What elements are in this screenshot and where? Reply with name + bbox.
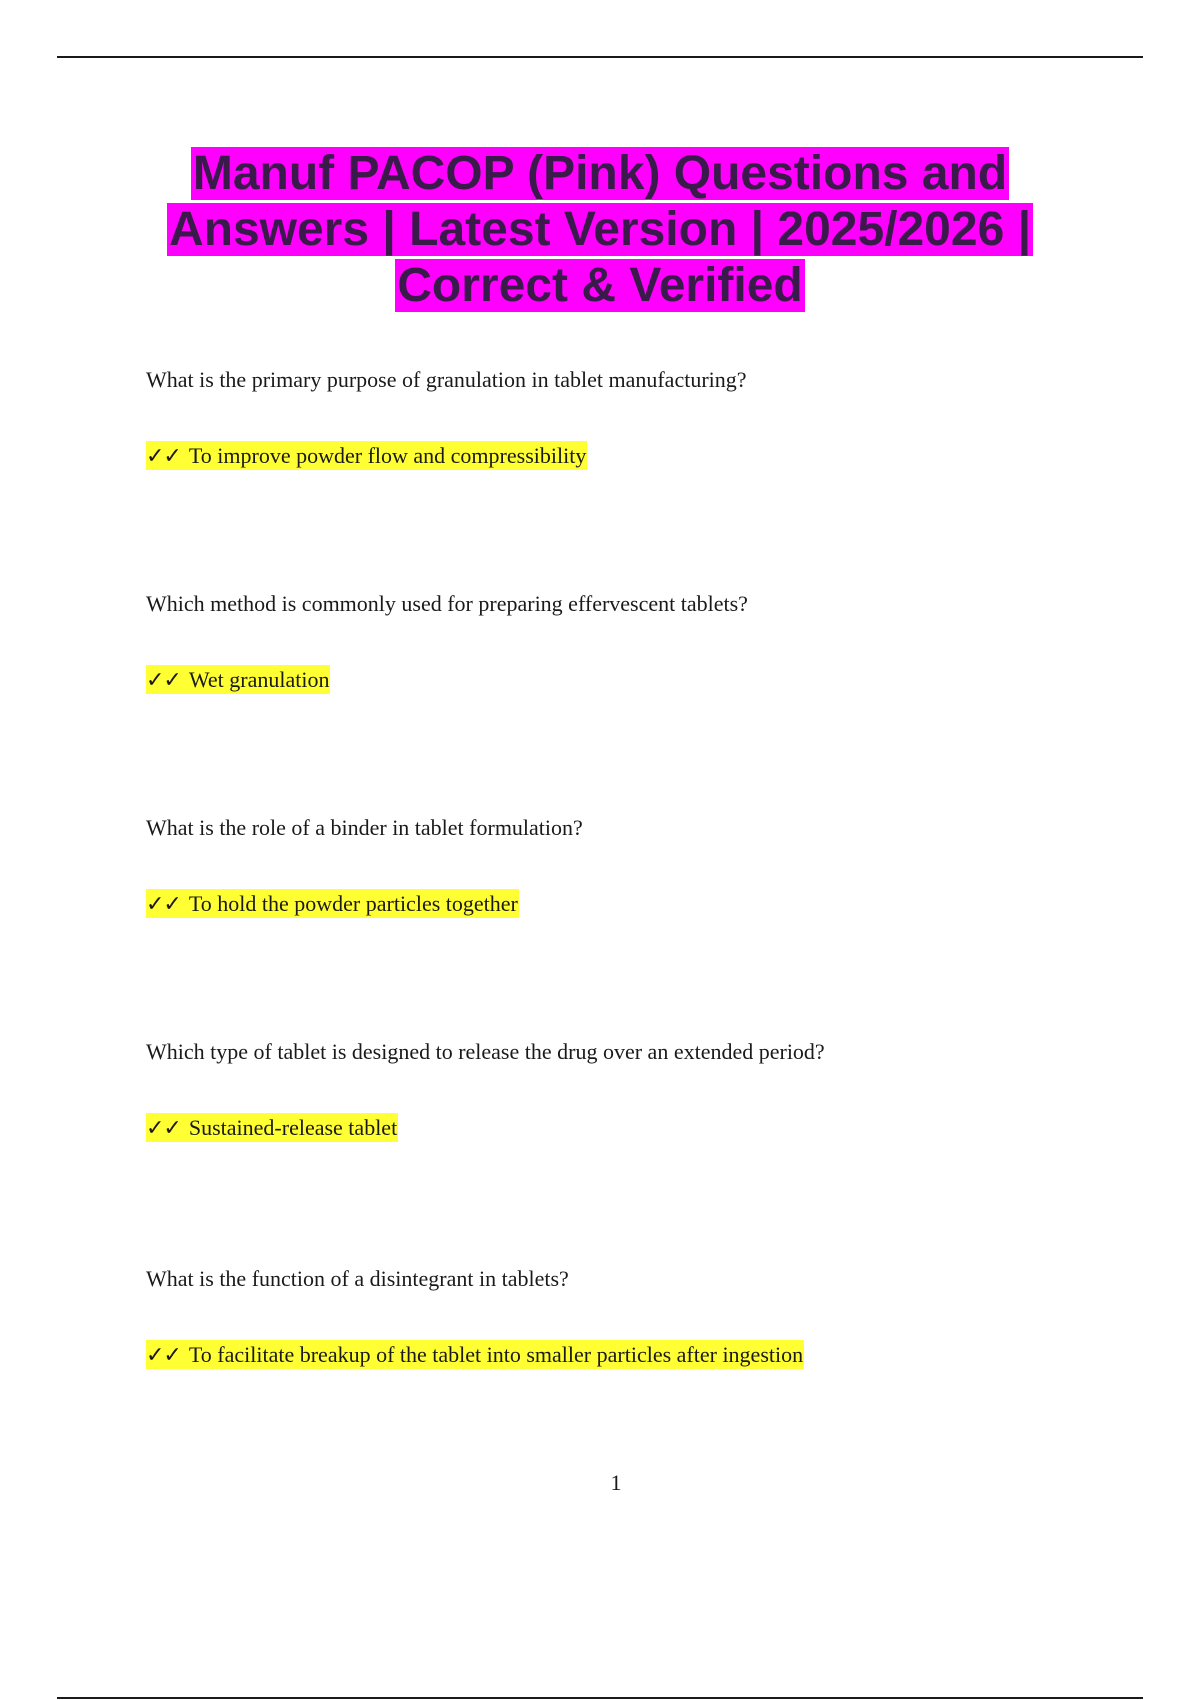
question-text: What is the role of a binder in tablet formulation? <box>146 815 583 840</box>
answer-text: Wet granulation <box>188 667 330 692</box>
document-title <box>100 146 1100 314</box>
top-rule <box>57 56 1143 58</box>
qa-item <box>146 1038 1146 1143</box>
answer-line <box>146 442 1146 471</box>
answer-text: Sustained-release tablet <box>188 1115 398 1140</box>
answer-text: To improve powder flow and compressibility <box>188 443 587 468</box>
question-text: What is the primary purpose of granulation in tablet manufacturing? <box>146 367 747 392</box>
answer-highlight <box>146 665 330 694</box>
answer-highlight <box>146 1113 398 1142</box>
title-text: Manuf PACOP (Pink) Questions and Answers | Latest Version | 2025/2026 | Correct & Verified <box>168 147 1032 312</box>
question-text: Which method is commonly used for preparing effervescent tablets? <box>146 591 748 616</box>
answer-line <box>146 1341 1146 1370</box>
answer-line <box>146 1114 1146 1143</box>
answer-line <box>146 666 1146 695</box>
qa-item <box>146 366 1146 471</box>
answer-line <box>146 890 1146 919</box>
qa-item <box>146 590 1146 695</box>
bottom-rule <box>57 1697 1143 1699</box>
question-text: What is the function of a disintegrant in tablets? <box>146 1266 569 1291</box>
double-check-icon: ✓✓ <box>146 1343 181 1368</box>
double-check-icon: ✓✓ <box>146 668 181 693</box>
qa-item <box>146 1265 1146 1370</box>
double-check-icon: ✓✓ <box>146 444 181 469</box>
answer-text: To hold the powder particles together <box>188 891 518 916</box>
page-number: 1 <box>610 1470 622 1495</box>
answer-highlight <box>146 889 519 918</box>
double-check-icon: ✓✓ <box>146 892 181 917</box>
answer-highlight <box>146 441 587 470</box>
double-check-icon: ✓✓ <box>146 1116 181 1141</box>
answer-text: To facilitate breakup of the tablet into smaller particles after ingestion <box>188 1342 804 1367</box>
answer-highlight <box>146 1340 804 1369</box>
qa-item <box>146 814 1146 919</box>
question-text: Which type of tablet is designed to release the drug over an extended period? <box>146 1039 825 1064</box>
